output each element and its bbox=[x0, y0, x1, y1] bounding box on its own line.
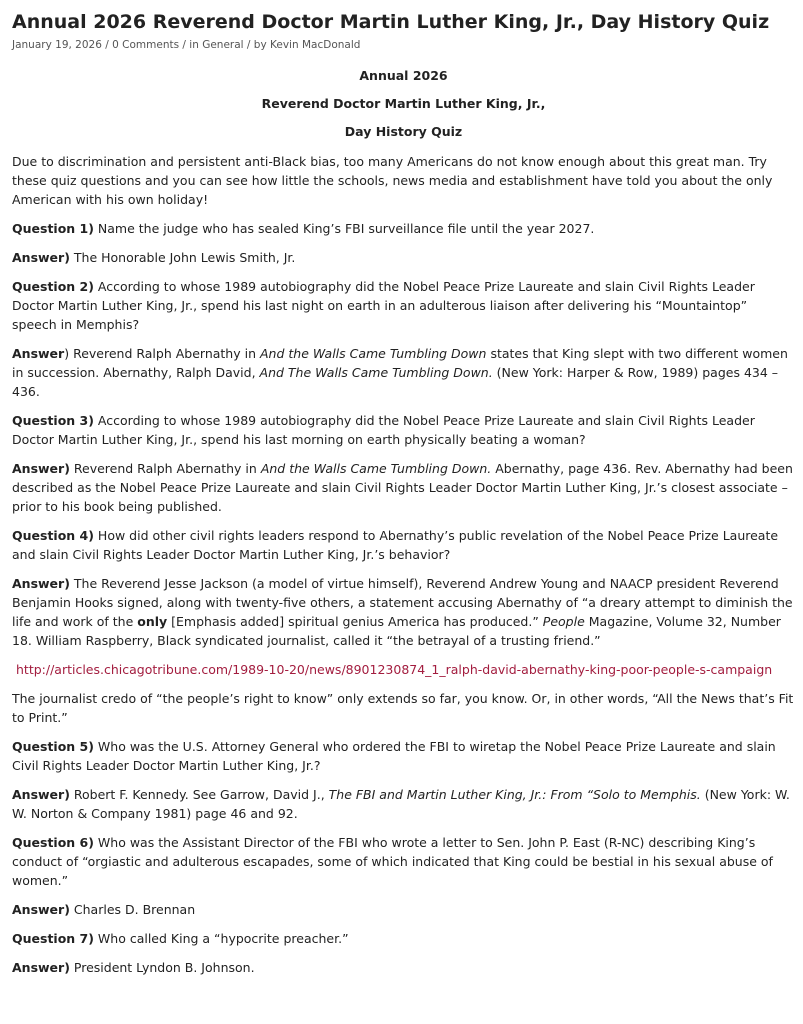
heading-line-2: Reverend Doctor Martin Luther King, Jr., bbox=[261, 96, 546, 111]
heading-line-3: Day History Quiz bbox=[344, 124, 463, 139]
heading-line-1: Annual 2026 bbox=[359, 68, 448, 83]
page-title: Annual 2026 Reverend Doctor Martin Luther King, Jr., Day History Quiz bbox=[12, 11, 770, 33]
answer-6: Answer) Charles D. Brennan bbox=[12, 902, 196, 917]
chicago-tribune-link[interactable]: http://articles.chicagotribune.com/1989-10-20/news/8901230874_1_ralph-david-abernathy-king-poor-people-s-campaign bbox=[16, 662, 773, 677]
author-link[interactable]: Kevin MacDonald bbox=[270, 39, 361, 51]
credo-paragraph: The journalist credo of “the people’s right to know” only extends so far, you know. Or, in other words, “All the News that’s Fit to Print.” bbox=[12, 691, 794, 725]
question-6: Question 6) Who was the Assistant Director of the FBI who wrote a letter to Sen. John P. East (R-NC) describing King’s conduct of “orgiastic and adulterous escapades, some of which indicated that King could be bestial in his sexual abuse of women.” bbox=[12, 835, 773, 888]
question-4: Question 4) How did other civil rights leaders respond to Abernathy’s public revelation of the Nobel Peace Prize Laureate and slain Civil Rights Leader Doctor Martin Luther King, Jr.’s behavior? bbox=[12, 528, 779, 562]
question-5: Question 5) Who was the U.S. Attorney General who ordered the FBI to wiretap the Nobel Peace Prize Laureate and slain Civil Rights Leader Doctor Martin Luther King, Jr.? bbox=[12, 739, 776, 773]
answer-3: Answer) Reverend Ralph Abernathy in And the Walls Came Tumbling Down. Abernathy, page 436. Rev. Abernathy had been described as the Nobel Peace Prize Laureate and slain Civil Rights Leader Doctor Martin Luther King, Jr.’s closest associate – prior to his book being published. bbox=[12, 461, 793, 514]
category-link[interactable]: General bbox=[202, 39, 244, 51]
answer-7: Answer) President Lyndon B. Johnson. bbox=[12, 960, 255, 975]
post-meta: January 19, 2026 / 0 Comments / in General / by Kevin MacDonald bbox=[12, 39, 361, 51]
post-date: January 19, 2026 bbox=[12, 39, 102, 51]
answer-5: Answer) Robert F. Kennedy. See Garrow, David J., The FBI and Martin Luther King, Jr.: From “Solo to Memphis. (New York: W. W. Norton & Company 1981) page 46 and 92. bbox=[12, 787, 790, 821]
source-link-paragraph bbox=[12, 660, 795, 679]
answer-4: Answer) The Reverend Jesse Jackson (a model of virtue himself), Reverend Andrew Young and NAACP president Reverend Benjamin Hooks signed, along with twenty-five others, a statement accusing Abernathy of “a dreary attempt to diminish the life and work of the only [Emphasis added] spiritual genius America has produced.” People Magazine, Volume 32, Number 18. William Raspberry, Black syndicated journalist, called it “the betrayal of a trusting friend.” bbox=[12, 576, 793, 648]
answer-1: Answer) The Honorable John Lewis Smith, Jr. bbox=[12, 250, 296, 265]
comments-link[interactable]: 0 Comments bbox=[112, 39, 180, 51]
question-2: Question 2) According to whose 1989 autobiography did the Nobel Peace Prize Laureate and slain Civil Rights Leader Doctor Martin Luther King, Jr., spend his last night on earth in an adulterous liaison after delivering his “Mountaintop” speech in Memphis? bbox=[12, 279, 755, 332]
question-3: Question 3) According to whose 1989 autobiography did the Nobel Peace Prize Laureate and slain Civil Rights Leader Doctor Martin Luther King, Jr., spend his last morning on earth physically beating a woman? bbox=[12, 413, 755, 447]
question-7: Question 7) Who called King a “hypocrite preacher.” bbox=[12, 931, 349, 946]
answer-2: Answer) Reverend Ralph Abernathy in And the Walls Came Tumbling Down states that King slept with two different women in succession. Abernathy, Ralph David, And The Walls Came Tumbling Down. (New York: Harper & Row, 1989) pages 434 – 436. bbox=[12, 346, 788, 399]
question-1: Question 1) Name the judge who has sealed King’s FBI surveillance file until the year 2027. bbox=[12, 221, 595, 236]
intro-paragraph: Due to discrimination and persistent anti-Black bias, too many Americans do not know enough about this great man. Try these quiz questions and you can see how little the schools, news media and establishment have told you about the only American with his own holiday! bbox=[12, 154, 773, 207]
